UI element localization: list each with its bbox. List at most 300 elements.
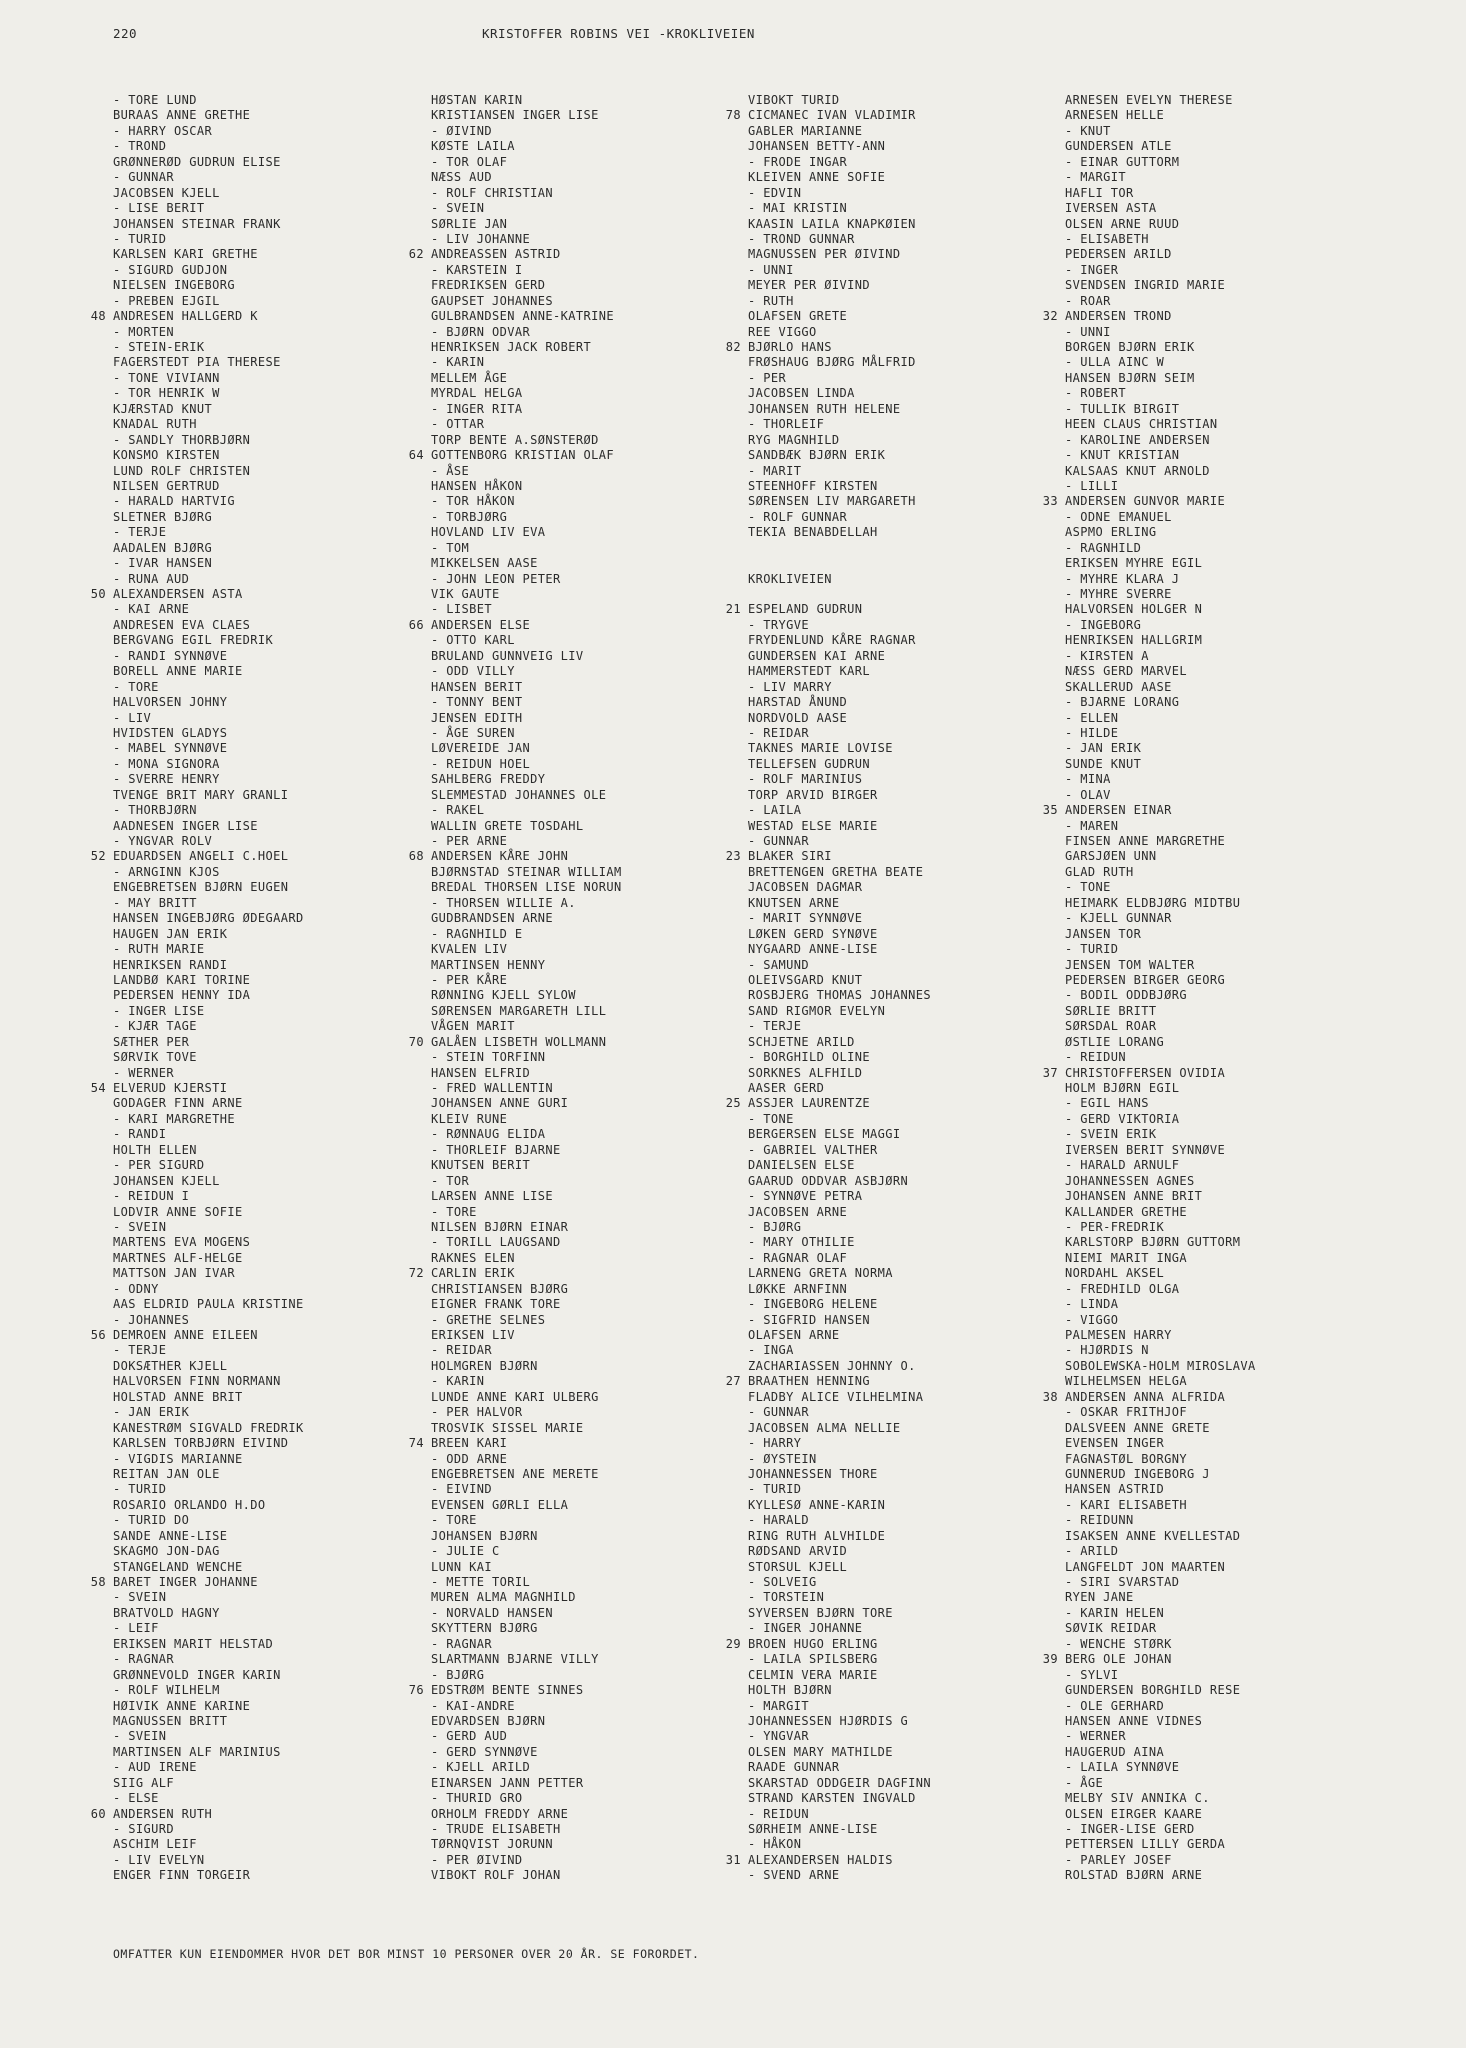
resident-entry (1065, 1127, 1405, 1142)
resident-name: KNUTSEN BERIT (431, 1158, 531, 1173)
resident-name: ZACHARIASSEN JOHNNY O. (748, 1358, 916, 1373)
resident-entry (431, 1760, 771, 1775)
resident-entry (113, 525, 453, 540)
resident-entry (748, 1467, 1088, 1482)
resident-name: JACOBSEN LINDA (748, 386, 855, 401)
resident-name: SYVERSEN BJØRN TORE (748, 1605, 893, 1620)
resident-name: BREEN KARI (431, 1436, 508, 1451)
resident-name: ERIKSEN MYHRE EGIL (1065, 556, 1203, 571)
resident-entry (431, 1745, 771, 1760)
resident-entry (748, 1807, 1088, 1822)
resident-name: RAADE GUNNAR (748, 1760, 840, 1775)
resident-entry (748, 1745, 1088, 1760)
resident-entry (113, 1529, 453, 1544)
resident-name: ALEXANDERSEN ASTA (113, 587, 243, 601)
resident-entry (113, 1853, 453, 1868)
resident-name: CARLIN ERIK (431, 1266, 515, 1281)
resident-entry (1065, 834, 1405, 849)
resident-entry (113, 124, 453, 139)
resident-name: EDVARDSEN BJØRN (431, 1713, 546, 1728)
resident-entry (1065, 201, 1405, 216)
resident-entry (748, 572, 1088, 587)
resident-entry (748, 1343, 1088, 1358)
resident-name: MUREN ALMA MAGNHILD (431, 1590, 576, 1605)
resident-name: GAARUD ODDVAR ASBJØRN (748, 1173, 909, 1188)
resident-name: BJØRNSTAD STEINAR WILLIAM (431, 864, 622, 879)
resident-entry (1065, 1575, 1405, 1590)
resident-name: - KAI ARNE (113, 602, 190, 617)
resident-entry (1065, 1590, 1405, 1605)
resident-name: BLAKER SIRI (748, 849, 832, 864)
resident-entry (113, 741, 453, 756)
resident-name: - LIV MARRY (748, 679, 832, 694)
resident-entry (748, 958, 1088, 973)
resident-name: HARSTAD ÅNUND (748, 695, 848, 710)
resident-name: - ODNE EMANUEL (1065, 509, 1172, 524)
resident-name: - TOR HÅKON (431, 494, 515, 509)
resident-entry (1065, 386, 1405, 401)
resident-entry (431, 587, 771, 602)
house-entry (725, 108, 1088, 123)
resident-name: WESTAD ELSE MARIE (748, 818, 878, 833)
house-number: 35 (1042, 803, 1058, 818)
resident-entry (113, 927, 453, 942)
resident-name: - RUTH MARIE (113, 942, 205, 957)
resident-name: - SOLVEIG (748, 1575, 817, 1589)
resident-name: - MINA (1065, 772, 1111, 787)
resident-name: HALVORSEN FINN NORMANN (113, 1374, 281, 1389)
house-number: 25 (725, 1096, 741, 1111)
resident-entry (113, 1405, 453, 1420)
resident-entry (1065, 819, 1405, 834)
resident-entry (113, 1343, 453, 1358)
resident-entry (113, 911, 453, 926)
resident-name: ERIKSEN LIV (431, 1328, 515, 1342)
resident-name: - OSKAR FRITHJOF (1065, 1405, 1187, 1420)
resident-entry (113, 958, 453, 973)
resident-name: - REIDUN (748, 1806, 809, 1821)
resident-name: PALMESEN HARRY (1065, 1328, 1172, 1342)
resident-entry (748, 170, 1088, 185)
resident-entry (1065, 1714, 1405, 1729)
resident-name: ANDRESEN HALLGERD K (113, 309, 258, 324)
resident-name: BERGERSEN ELSE MAGGI (748, 1127, 901, 1142)
resident-entry (748, 263, 1088, 278)
resident-name: MAGNUSSEN BRITT (113, 1713, 228, 1728)
resident-name: JOHANNESSEN THORE (748, 1466, 878, 1481)
house-number: 58 (90, 1575, 106, 1589)
resident-name: AAS ELDRID PAULA KRISTINE (113, 1297, 304, 1312)
resident-name: - LEIF (113, 1621, 159, 1636)
resident-name: ARNESEN HELLE (1065, 108, 1165, 123)
resident-entry (431, 1421, 771, 1436)
resident-entry (113, 201, 453, 216)
resident-name: ANDERSEN ANNA ALFRIDA (1065, 1389, 1226, 1404)
resident-entry (748, 1776, 1088, 1791)
resident-entry (113, 772, 453, 787)
resident-name: SOBOLEWSKA-HOLM MIROSLAVA (1065, 1358, 1256, 1373)
resident-entry (748, 479, 1088, 494)
resident-entry (113, 602, 453, 617)
resident-name: - ARILD (1065, 1544, 1119, 1559)
resident-name: - BORGHILD OLINE (748, 1050, 870, 1065)
resident-name: - TOR HENRIK W (113, 386, 220, 401)
resident-entry (113, 278, 453, 293)
resident-name: JOHANSEN STEINAR FRANK (113, 216, 281, 231)
resident-name: - ROBERT (1065, 386, 1126, 401)
resident-entry (1065, 1235, 1405, 1250)
resident-name: - SVEIN (113, 1590, 167, 1605)
resident-name: - HARALD HARTVIG (113, 494, 235, 509)
resident-entry (113, 1822, 453, 1837)
resident-name: - TULLIK BIRGIT (1065, 401, 1180, 416)
resident-name: BRAATHEN HENNING (748, 1374, 870, 1389)
resident-entry (431, 1251, 771, 1266)
resident-entry (431, 911, 771, 926)
resident-entry (1065, 464, 1405, 479)
resident-entry (748, 1158, 1088, 1173)
resident-name: NYGAARD ANNE-LISE (748, 942, 878, 957)
resident-name: GUNNERUD INGEBORG J (1065, 1466, 1210, 1481)
resident-name: BREDAL THORSEN LISE NORUN (431, 880, 622, 895)
resident-name: ENGEBRETSEN BJØRN EUGEN (113, 880, 289, 895)
resident-name: WILHELMSEN HELGA (1065, 1374, 1187, 1389)
resident-entry (113, 803, 453, 818)
resident-entry (113, 1189, 453, 1204)
resident-entry (748, 386, 1088, 401)
resident-entry (748, 1714, 1088, 1729)
house-entry (408, 1683, 771, 1698)
resident-name: CHRISTOFFERSEN OVIDIA (1065, 1065, 1226, 1080)
resident-entry (1065, 958, 1405, 973)
resident-name: - ODD VILLY (431, 664, 515, 679)
house-entry (725, 1636, 1088, 1652)
resident-name: SAND RIGMOR EVELYN (748, 1003, 886, 1018)
resident-name: HANSEN BJØRN SEIM (1065, 370, 1195, 385)
resident-entry (1065, 1745, 1405, 1760)
resident-entry (431, 479, 771, 494)
resident-name: ROLSTAD BJØRN ARNE (1065, 1868, 1203, 1883)
resident-entry (1065, 232, 1405, 247)
resident-entry (1065, 247, 1405, 262)
resident-name: - MARY OTHILIE (748, 1235, 855, 1250)
resident-entry (1065, 402, 1405, 417)
resident-name: JACOBSEN ARNE (748, 1204, 848, 1219)
resident-entry (431, 664, 771, 679)
resident-name: - OTTAR (431, 417, 485, 432)
resident-name: GRØNNEVOLD INGER KARIN (113, 1667, 281, 1682)
resident-name: HEEN CLAUS CHRISTIAN (1065, 417, 1218, 432)
resident-name: HAMMERSTEDT KARL (748, 664, 870, 679)
resident-name: ANDREASSEN ASTRID (431, 247, 561, 262)
resident-entry (1065, 371, 1405, 386)
house-entry (408, 1266, 771, 1281)
resident-name: OLEIVSGARD KNUT (748, 972, 863, 987)
resident-name: KONSMO KIRSTEN (113, 448, 220, 463)
resident-name: IVERSEN BERIT SYNNØVE (1065, 1142, 1226, 1157)
resident-name: - GABRIEL VALTHER (748, 1142, 878, 1157)
resident-entry (1065, 1112, 1405, 1127)
resident-name: - ROAR (1065, 293, 1111, 308)
resident-name: GUNDERSEN ATLE (1065, 139, 1172, 154)
resident-name: ANDERSEN TROND (1065, 309, 1172, 324)
resident-name: - INGEBORG HELENE (748, 1297, 878, 1312)
resident-name: PETTERSEN LILLY GERDA (1065, 1837, 1226, 1852)
resident-entry (748, 741, 1088, 756)
resident-name: ANDERSEN KÅRE JOHN (431, 849, 569, 864)
resident-name: - GUNNAR (748, 1405, 809, 1420)
resident-name: HOLMGREN BJØRN (431, 1358, 538, 1373)
resident-name: - JAN ERIK (1065, 741, 1142, 756)
resident-name: KARLSEN KARI GRETHE (113, 247, 258, 262)
resident-name: - TROND (113, 139, 167, 154)
resident-entry (1065, 602, 1405, 617)
resident-name: MARTINSEN ALF MARINIUS (113, 1744, 281, 1759)
resident-name: OLSEN EIRGER KAARE (1065, 1806, 1203, 1821)
resident-entry (748, 1220, 1088, 1235)
resident-entry (1065, 1837, 1405, 1852)
resident-name: - TERJE (748, 1019, 802, 1034)
resident-name: VÅGEN MARIT (431, 1019, 515, 1034)
resident-name: - SAMUND (748, 957, 809, 972)
resident-name: - EDVIN (748, 185, 802, 200)
resident-name: - YNGVAR (748, 1729, 809, 1744)
resident-name: BRULAND GUNNVEIG LIV (431, 648, 584, 663)
resident-name: VIBOKT ROLF JOHAN (431, 1868, 561, 1883)
resident-entry (1065, 1019, 1405, 1034)
resident-name: SØRENSEN MARGARETH LILL (431, 1003, 607, 1018)
resident-entry (113, 433, 453, 448)
resident-name: CELMIN VERA MARIE (748, 1667, 878, 1682)
resident-name: ENGEBRETSEN ANE MERETE (431, 1466, 599, 1481)
resident-entry (748, 1683, 1088, 1698)
resident-entry (748, 880, 1088, 895)
resident-name: DALSVEEN ANNE GRETE (1065, 1420, 1210, 1435)
resident-name: ROSARIO ORLANDO H.DO (113, 1497, 266, 1512)
resident-name: SØRLIE BRITT (1065, 1003, 1157, 1018)
column-2 (408, 93, 771, 1884)
resident-entry (113, 1590, 453, 1605)
resident-name: - TOR (431, 1173, 470, 1188)
resident-entry (113, 1050, 453, 1065)
house-number: 78 (725, 108, 741, 123)
resident-entry (748, 1112, 1088, 1127)
resident-entry (1065, 1328, 1405, 1343)
resident-name: KNUTSEN ARNE (748, 895, 840, 910)
resident-entry (1065, 1498, 1405, 1513)
resident-entry (113, 896, 453, 911)
resident-entry (1065, 278, 1405, 293)
house-number: 52 (90, 849, 106, 864)
resident-name: - KIRSTEN A (1065, 648, 1149, 663)
resident-name: - PARLEY JOSEF (1065, 1852, 1172, 1867)
resident-name: - THORBJØRN (113, 803, 197, 818)
resident-entry (431, 1205, 771, 1220)
resident-name: - GERD SYNNØVE (431, 1744, 538, 1759)
resident-name: HANSEN BERIT (431, 679, 523, 694)
resident-entry (1065, 1343, 1405, 1358)
resident-entry (113, 1205, 453, 1220)
resident-name: SIIG ALF (113, 1775, 174, 1790)
resident-entry (1065, 572, 1405, 587)
resident-name: - TRUDE ELISABETH (431, 1822, 561, 1836)
resident-name: HANSEN ELFRID (431, 1065, 531, 1080)
resident-entry (431, 1066, 771, 1081)
resident-entry (1065, 325, 1405, 340)
resident-name: SVENDSEN INGRID MARIE (1065, 278, 1226, 293)
resident-name: - MONA SIGNORA (113, 756, 220, 771)
resident-name: SKYTTERN BJØRG (431, 1621, 538, 1636)
resident-entry (113, 1452, 453, 1467)
resident-name: - SVEND ARNE (748, 1868, 840, 1883)
resident-name: OLSEN ARNE RUUD (1065, 216, 1180, 231)
resident-name: - KAI-ANDRE (431, 1698, 515, 1713)
resident-name: - EIVIND (431, 1482, 492, 1497)
resident-name: LANGFELDT JON MAARTEN (1065, 1559, 1226, 1574)
resident-entry (113, 1235, 453, 1250)
resident-name: - LAILA SYNNØVE (1065, 1760, 1180, 1775)
resident-name: - PER SIGURD (113, 1158, 205, 1173)
resident-entry (748, 896, 1088, 911)
resident-name: KYLLESØ ANNE-KARIN (748, 1497, 886, 1512)
resident-name: BORGEN BJØRN ERIK (1065, 340, 1195, 354)
resident-entry (431, 1143, 771, 1158)
resident-entry (431, 711, 771, 726)
resident-entry (1065, 1467, 1405, 1482)
resident-entry (113, 170, 453, 185)
resident-entry (748, 1127, 1088, 1142)
house-entry (408, 617, 771, 633)
resident-entry (748, 186, 1088, 201)
resident-entry (1065, 1035, 1405, 1050)
resident-entry (431, 1776, 771, 1791)
column-4 (1042, 93, 1405, 1884)
house-entry (725, 602, 1088, 617)
resident-name: BORELL ANNE MARIE (113, 664, 243, 679)
resident-entry (748, 633, 1088, 648)
resident-name: HØIVIK ANNE KARINE (113, 1698, 251, 1713)
resident-name: MIKKELSEN AASE (431, 556, 538, 571)
resident-entry (113, 572, 453, 587)
resident-name: - INGA (748, 1343, 794, 1358)
resident-name: - HARALD ARNULF (1065, 1158, 1180, 1173)
resident-entry (748, 726, 1088, 741)
house-number: 39 (1042, 1652, 1058, 1667)
resident-name: ASPMO ERLING (1065, 525, 1157, 540)
resident-entry (431, 1575, 771, 1590)
resident-entry (113, 880, 453, 895)
resident-entry (113, 402, 453, 417)
resident-entry (431, 1822, 771, 1837)
resident-name: FAGNASTØL BORGNY (1065, 1451, 1187, 1466)
resident-entry (113, 1776, 453, 1791)
resident-entry (748, 510, 1088, 525)
resident-entry (748, 247, 1088, 262)
resident-entry (113, 1668, 453, 1683)
resident-name: - GERD VIKTORIA (1065, 1111, 1180, 1126)
resident-name: JOHANSEN ANNE BRIT (1065, 1189, 1203, 1204)
resident-name: - HARALD (748, 1513, 809, 1528)
resident-name: - JOHN LEON PETER (431, 571, 561, 586)
resident-name: - SANDLY THORBJØRN (113, 432, 251, 447)
resident-entry (1065, 479, 1405, 494)
resident-name: LØKKE ARNFINN (748, 1281, 848, 1296)
resident-name: NILSEN GERTRUD (113, 478, 220, 493)
resident-entry (431, 139, 771, 154)
resident-entry (113, 711, 453, 726)
resident-name: ØSTLIE LORANG (1065, 1034, 1165, 1049)
resident-entry (431, 1112, 771, 1127)
resident-name: WALLIN GRETE TOSDAHL (431, 818, 584, 833)
resident-name: PEDERSEN ARILD (1065, 247, 1172, 262)
resident-entry (431, 1359, 771, 1374)
resident-entry (113, 1513, 453, 1528)
resident-name: - ELLEN (1065, 710, 1119, 725)
resident-name: - INGER RITA (431, 401, 523, 416)
blank-line (748, 556, 1088, 571)
resident-entry (431, 433, 771, 448)
resident-entry (1065, 927, 1405, 942)
resident-entry (113, 1837, 453, 1852)
resident-entry (431, 1807, 771, 1822)
resident-entry (113, 1868, 453, 1883)
resident-name: SLETNER BJØRG (113, 509, 213, 524)
resident-name: - ROLF MARINIUS (748, 772, 863, 787)
resident-name: - PER ARNE (431, 834, 508, 848)
house-number: 72 (408, 1266, 424, 1281)
resident-entry (431, 1019, 771, 1034)
house-number: 21 (725, 602, 741, 617)
resident-name: - WERNER (113, 1065, 174, 1080)
resident-entry (1065, 1560, 1405, 1575)
resident-entry (1065, 849, 1405, 864)
resident-name: - LISE BERIT (113, 201, 205, 216)
resident-entry (1065, 1637, 1405, 1652)
resident-name: - TURID DO (113, 1513, 190, 1528)
house-entry (725, 1096, 1088, 1111)
resident-name: - STEIN TORFINN (431, 1050, 546, 1065)
resident-entry (1065, 510, 1405, 525)
resident-entry (431, 988, 771, 1003)
resident-entry (1065, 649, 1405, 664)
resident-name: HAUGERUD AINA (1065, 1744, 1165, 1759)
resident-name: ARNESEN EVELYN THERESE (1065, 93, 1233, 107)
resident-entry (113, 464, 453, 479)
resident-name: - BJØRG (431, 1667, 485, 1682)
resident-name: - ARNGINN KJOS (113, 864, 220, 879)
resident-entry (1065, 1853, 1405, 1868)
resident-name: - MAREN (1065, 818, 1119, 833)
resident-entry (748, 355, 1088, 370)
resident-entry (1065, 695, 1405, 710)
resident-entry (113, 1019, 453, 1034)
resident-entry (748, 1235, 1088, 1250)
resident-entry (748, 1621, 1088, 1636)
resident-name: SANDE ANNE-LISE (113, 1528, 228, 1543)
resident-name: ANDRESEN EVA CLAES (113, 617, 251, 632)
resident-name: HEIMARK ELDBJØRG MIDTBU (1065, 895, 1241, 910)
resident-name: JOHANSEN ANNE GURI (431, 1096, 569, 1111)
resident-entry (431, 417, 771, 432)
resident-entry (748, 711, 1088, 726)
resident-entry (748, 834, 1088, 849)
resident-name: LARNENG GRETA NORMA (748, 1266, 893, 1281)
resident-name: LUNN KAI (431, 1559, 492, 1574)
resident-name: - RUTH (748, 293, 794, 308)
resident-name: JOHANSEN BETTY-ANN (748, 139, 886, 154)
resident-name: BRATVOLD HAGNY (113, 1605, 220, 1620)
resident-name: ORHOLM FREDDY ARNE (431, 1806, 569, 1821)
